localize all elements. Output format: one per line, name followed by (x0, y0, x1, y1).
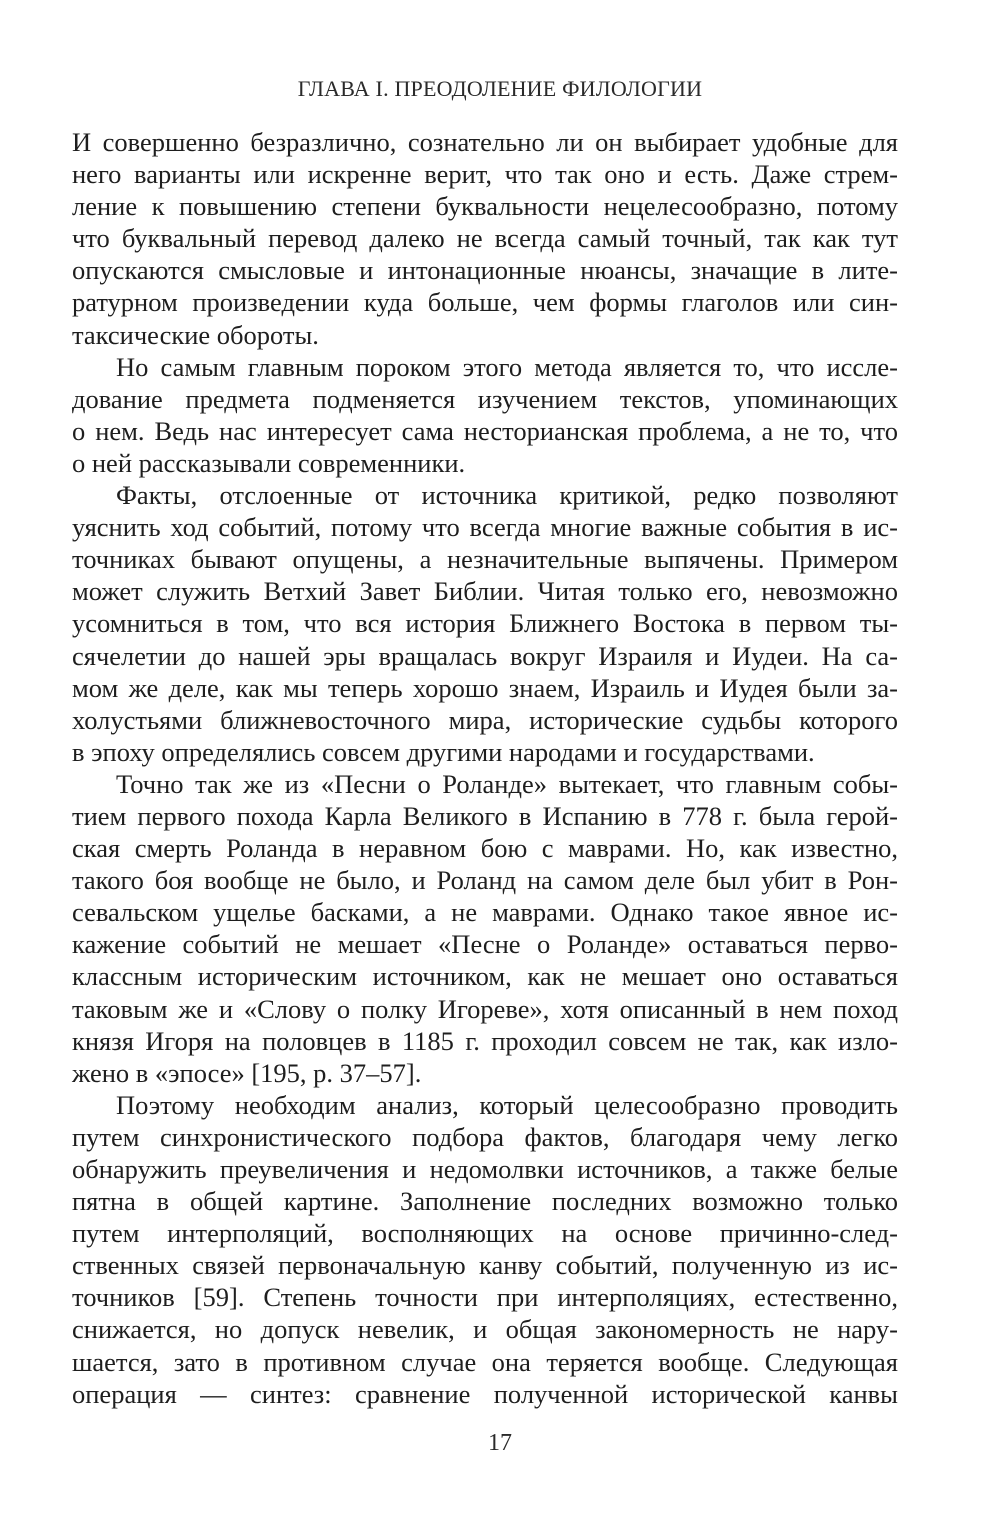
text-line: тием первого похода Карла Великого в Испанию в 778 г. была герой- (72, 800, 898, 831)
text-line: путем синхронистического подбора фактов, благодаря чему легко (72, 1121, 898, 1152)
text-line: что буквальный перевод далеко не всегда самый точный, так как тут (72, 223, 898, 254)
text-line: путем интерполяций, восполняющих на основе причинно-след- (72, 1218, 898, 1249)
text-line: обнаружить преувеличения и недомолвки источников, а также белые (72, 1154, 898, 1184)
text-line: кажение событий не мешает «Песне о Роланде» оставаться перво- (72, 929, 898, 960)
text-line: о ней рассказывали современники. (72, 447, 466, 478)
paragraph-2 (72, 351, 898, 479)
text-line: опускаются смысловые и интонационные нюансы, значащие в лите- (72, 255, 898, 286)
text-line: холустьями ближневосточного мира, исторические судьбы которого (72, 704, 898, 735)
text-line: севальском ущелье басками, а не маврами. Однако такое явное ис- (72, 897, 898, 928)
page-number: 17 (488, 1430, 512, 1456)
text-line: снижается, но допуск невелик, и общая закономерность не нару- (72, 1314, 898, 1345)
text-line: Точно так же из «Песни о Роланде» вытекает, что главным собы- (116, 768, 898, 799)
text-line: сячелетии до нашей эры вращалась вокруг Израиля и Иудеи. На са- (72, 640, 898, 671)
text-line: ление к повышению степени буквальности нецелесообразно, потому (72, 191, 898, 222)
text-line: мом же деле, как мы теперь хорошо знаем, Израиль и Иудея были за- (72, 672, 898, 703)
text-line: точниках бывают опущены, а незначительные выпячены. Примером (72, 544, 898, 575)
text-line: жено в «эпосе» [195, р. 37–57]. (72, 1057, 422, 1088)
running-head: ГЛАВА I. ПРЕОДОЛЕНИЕ ФИЛОЛОГИИ (297, 76, 703, 101)
text-line: таковым же и «Слову о полку Игореве», хотя описанный в нем поход (72, 993, 898, 1024)
text-line: пятна в общей картине. Заполнение последних возможно только (72, 1186, 898, 1217)
text-line: в эпоху определялись совсем другими народами и государствами. (72, 736, 815, 767)
text-line: таксические обороты. (72, 319, 319, 350)
text-line: И совершенно безразлично, сознательно ли он выбирает удобные для (72, 127, 898, 157)
text-line: точников [59]. Степень точности при интерполяциях, естественно, (72, 1282, 898, 1313)
text-line: уяснить ход событий, потому что всегда многие важные события в ис- (72, 512, 898, 543)
text-line: усомниться в том, что вся история Ближнего Востока в первом ты- (72, 608, 898, 639)
text-line: Но самым главным пороком этого метода является то, что иссле- (116, 351, 898, 382)
text-line: может служить Ветхий Завет Библии. Читая только его, невозможно (72, 576, 898, 607)
paragraph-5 (72, 1089, 898, 1410)
text-line: князя Игоря на половцев в 1185 г. проходил совсем не так, как изло- (72, 1025, 898, 1056)
text-line: ственных связей первоначальную канву событий, полученную из ис- (72, 1250, 898, 1281)
paragraph-4 (72, 768, 898, 1089)
body-text (72, 126, 898, 1410)
text-line: шается, зато в противном случае она теряется вообще. Следующая (72, 1346, 898, 1377)
text-line: о нем. Ведь нас интересует сама несторианская проблема, а не то, что (72, 415, 898, 446)
text-line: операция — синтез: сравнение полученной исторической канвы (72, 1378, 898, 1409)
text-line: Поэтому необходим анализ, который целесообразно проводить (116, 1089, 898, 1120)
text-line: ская смерть Роланда в неравном бою с маврами. Но, как известно, (72, 833, 898, 864)
text-line: такого боя вообще не было, и Роланд на самом деле был убит в Рон- (72, 865, 898, 896)
paragraph-3 (72, 479, 898, 768)
text-line: классным историческим источником, как не мешает оно оставаться (72, 961, 898, 992)
text-line: дование предмета подменяется изучением текстов, упоминающих (72, 383, 898, 414)
paragraph-1 (72, 126, 898, 351)
text-line: ратурном произведении куда больше, чем формы глаголов или син- (72, 287, 898, 318)
text-line: него варианты или искренне верит, что так оно и есть. Даже стрем- (72, 159, 898, 190)
text-line: Факты, отслоенные от источника критикой, редко позволяют (116, 480, 898, 511)
